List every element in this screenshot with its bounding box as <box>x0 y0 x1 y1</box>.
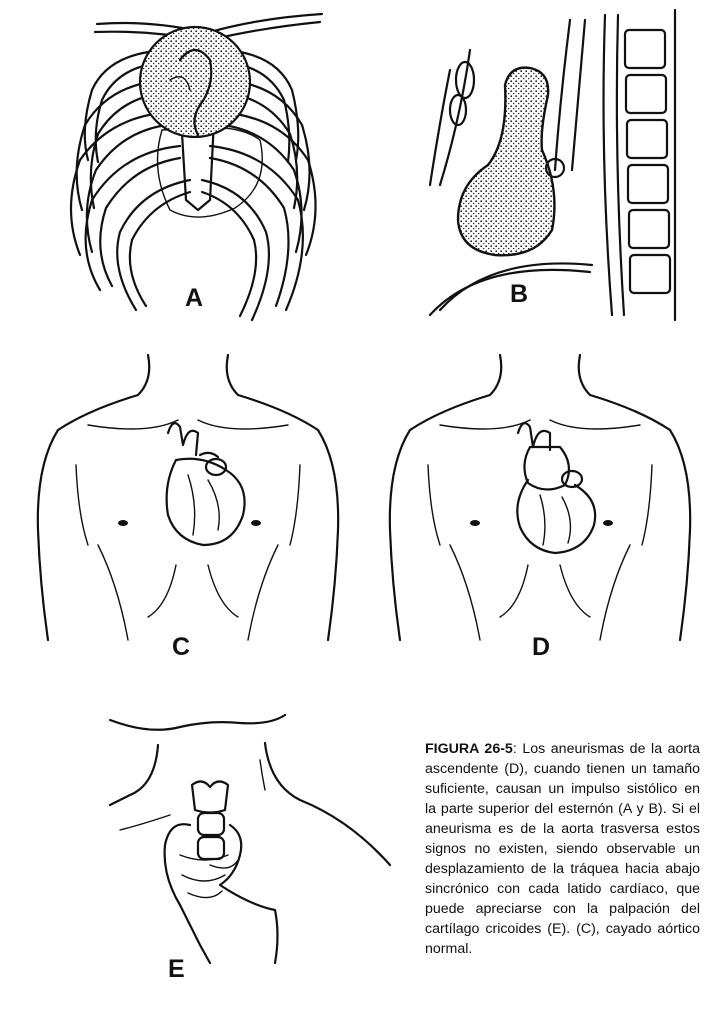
panel-a-ribcage-illustration <box>40 10 340 330</box>
heart <box>167 423 245 545</box>
panel-b-label: B <box>510 280 530 308</box>
heart-with-aneurysm <box>517 423 595 553</box>
panel-d-label: D <box>532 633 552 661</box>
caption-text: : Los aneurismas de la aorta ascendente (D), cuando tienen un tamaño suficiente, causan un impulso sistólico en la parte superior del esternón (A y B). Si el aneurisma es de la aorta trasversa estos signos no existen, siendo observable un desplazamiento de la tráquea hacia abajo sincrónico con cada latido cardíaco, que puede apreciarse con la palpación del cartílago cricoides (E). (C), cayado aórtico normal. <box>425 741 700 957</box>
vertebral-column <box>604 10 675 320</box>
panel-c-torso-normal-heart-illustration <box>28 355 348 645</box>
panel-e-cricoid-palpation-illustration <box>110 715 400 965</box>
figure-caption <box>425 739 700 959</box>
panel-b-sagittal-section-illustration <box>420 10 710 320</box>
palpating-hand <box>165 824 278 963</box>
panel-a-label: A <box>185 284 205 312</box>
panel-d-torso-aneurysm-illustration <box>380 355 700 645</box>
panel-e-label: E <box>168 955 186 983</box>
panel-c-label: C <box>172 633 192 661</box>
figure-number: FIGURA 26-5 <box>425 741 513 757</box>
